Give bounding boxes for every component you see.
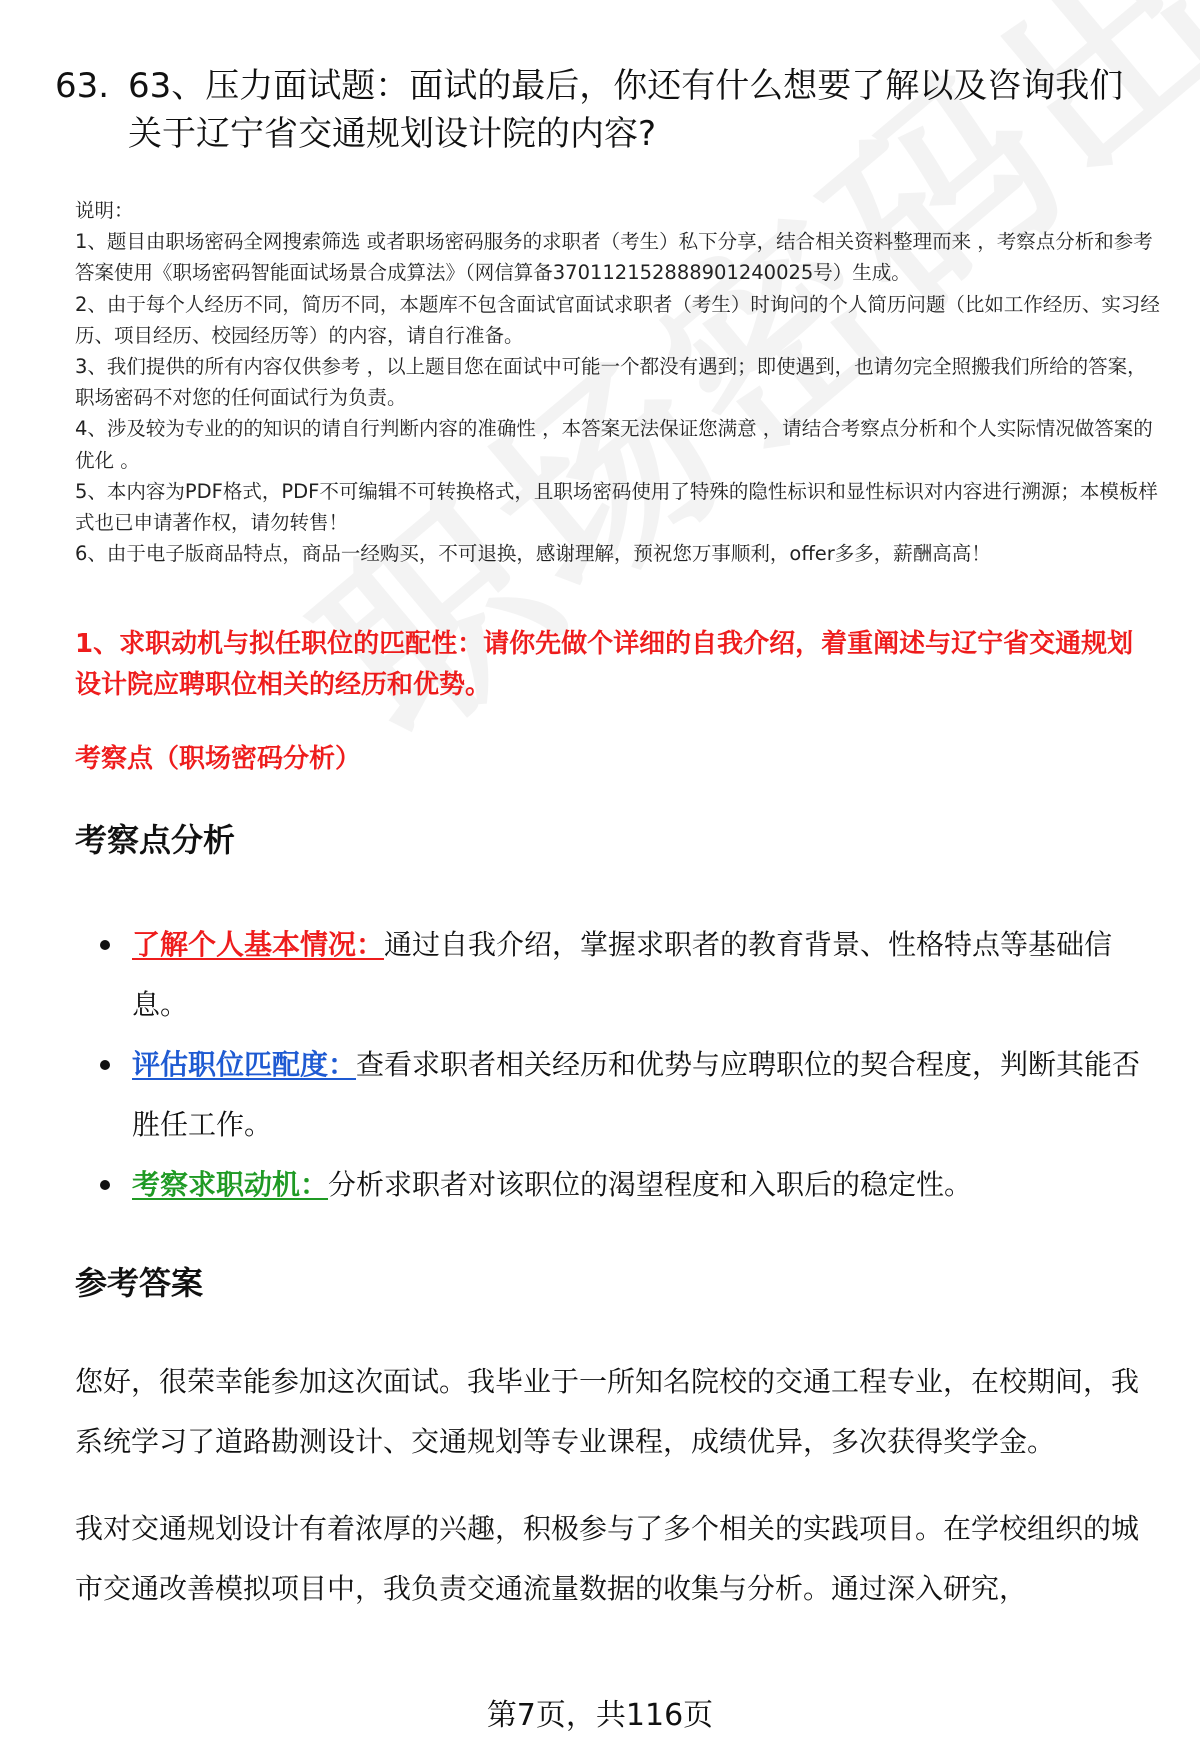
- list-item: [95, 1155, 1155, 1215]
- answer-heading: 参考答案: [75, 1264, 204, 1302]
- note-item: 1、题目由职场密码全网搜索筛选 或者职场密码服务的求职者（考生）私下分享，结合相关资料整理而来 ，考察点分析和参考答案使用《职场密码智能面试场景合成算法》（网信算备370112152888901240025号）生成。: [75, 230, 1153, 285]
- disclaimer-notes: [75, 195, 1160, 569]
- list-item: [95, 1035, 1155, 1155]
- answer-paragraph: 您好，很荣幸能参加这次面试。我毕业于一所知名院校的交通工程专业，在校期间，我系统学习了道路勘测设计、交通规划等专业课程，成绩优异，多次获得奖学金。: [75, 1365, 1140, 1458]
- question-title: [55, 62, 1155, 158]
- question-number: 63.: [55, 66, 110, 106]
- analysis-heading: 考察点分析: [75, 821, 236, 859]
- list-item-key: 评估职位匹配度：: [132, 1048, 357, 1081]
- note-item: 3、我们提供的所有内容仅供参考 ，以上题目您在面试中可能一个都没有遇到；即使遇到，也请勿完全照搬我们所给的答案，职场密码不对您的任何面试行为负责。: [75, 355, 1147, 410]
- note-item: 4、涉及较为专业的的知识的请自行判断内容的准确性 ，本答案无法保证您满意 ，请结合考察点分析和个人实际情况做答案的优化 。: [75, 417, 1153, 472]
- question-title-text: 63、压力面试题：面试的最后，你还有什么想要了解以及咨询我们关于辽宁省交通规划设计院的内容?: [128, 66, 1124, 154]
- list-item-body: [132, 1155, 1155, 1215]
- reference-answer: [75, 1352, 1155, 1646]
- note-item: 5、本内容为PDF格式，PDF不可编辑不可转换格式，且职场密码使用了特殊的隐性标识和显性标识对内容进行溯源；本模板样式也已申请著作权，请勿转售！: [75, 479, 1158, 535]
- bullet-icon: [100, 1180, 110, 1190]
- list-item-text: 查看求职者相关经历和优势与应聘职位的契合程度，判断其能否胜任工作。: [132, 1048, 1141, 1141]
- interview-question: 1、求职动机与拟任职位的匹配性：请你先做个详细的自我介绍，着重阐述与辽宁省交通规划设计院应聘职位相关的经历和优势。: [75, 629, 1134, 700]
- list-item-body: [132, 915, 1155, 1035]
- list-item-key: 考察求职动机：: [132, 1168, 329, 1201]
- bullet-icon: [100, 1060, 110, 1070]
- list-item-key: 了解个人基本情况：: [132, 928, 385, 961]
- notes-heading: 说明：: [75, 199, 134, 222]
- list-item: [95, 915, 1155, 1035]
- answer-paragraph: 我对交通规划设计有着浓厚的兴趣，积极参与了多个相关的实践项目。在学校组织的城市交通改善模拟项目中，我负责交通流量数据的收集与分析。通过深入研究，: [75, 1512, 1140, 1605]
- list-item-text: 分析求职者对该职位的渴望程度和入职后的稳定性。: [328, 1168, 973, 1201]
- note-item: 6、由于电子版商品特点，商品一经购买，不可退换，感谢理解，预祝您万事顺利，offer多多，薪酬高高！: [75, 542, 991, 566]
- key-points-label: 考察点（职场密码分析）: [75, 744, 362, 774]
- bullet-icon: [100, 940, 110, 950]
- list-item-body: [132, 1035, 1155, 1155]
- analysis-list: [95, 915, 1155, 1215]
- page-footer: 第7页，共116页: [486, 1698, 714, 1733]
- list-item-text: 通过自我介绍，掌握求职者的教育背景、性格特点等基础信息。: [132, 928, 1113, 1021]
- note-item: 2、由于每个人经历不同，简历不同，本题库不包含面试官面试求职者（考生）时询问的个人简历问题（比如工作经历、实习经历、项目经历、校园经历等）的内容，请自行准备。: [75, 292, 1160, 347]
